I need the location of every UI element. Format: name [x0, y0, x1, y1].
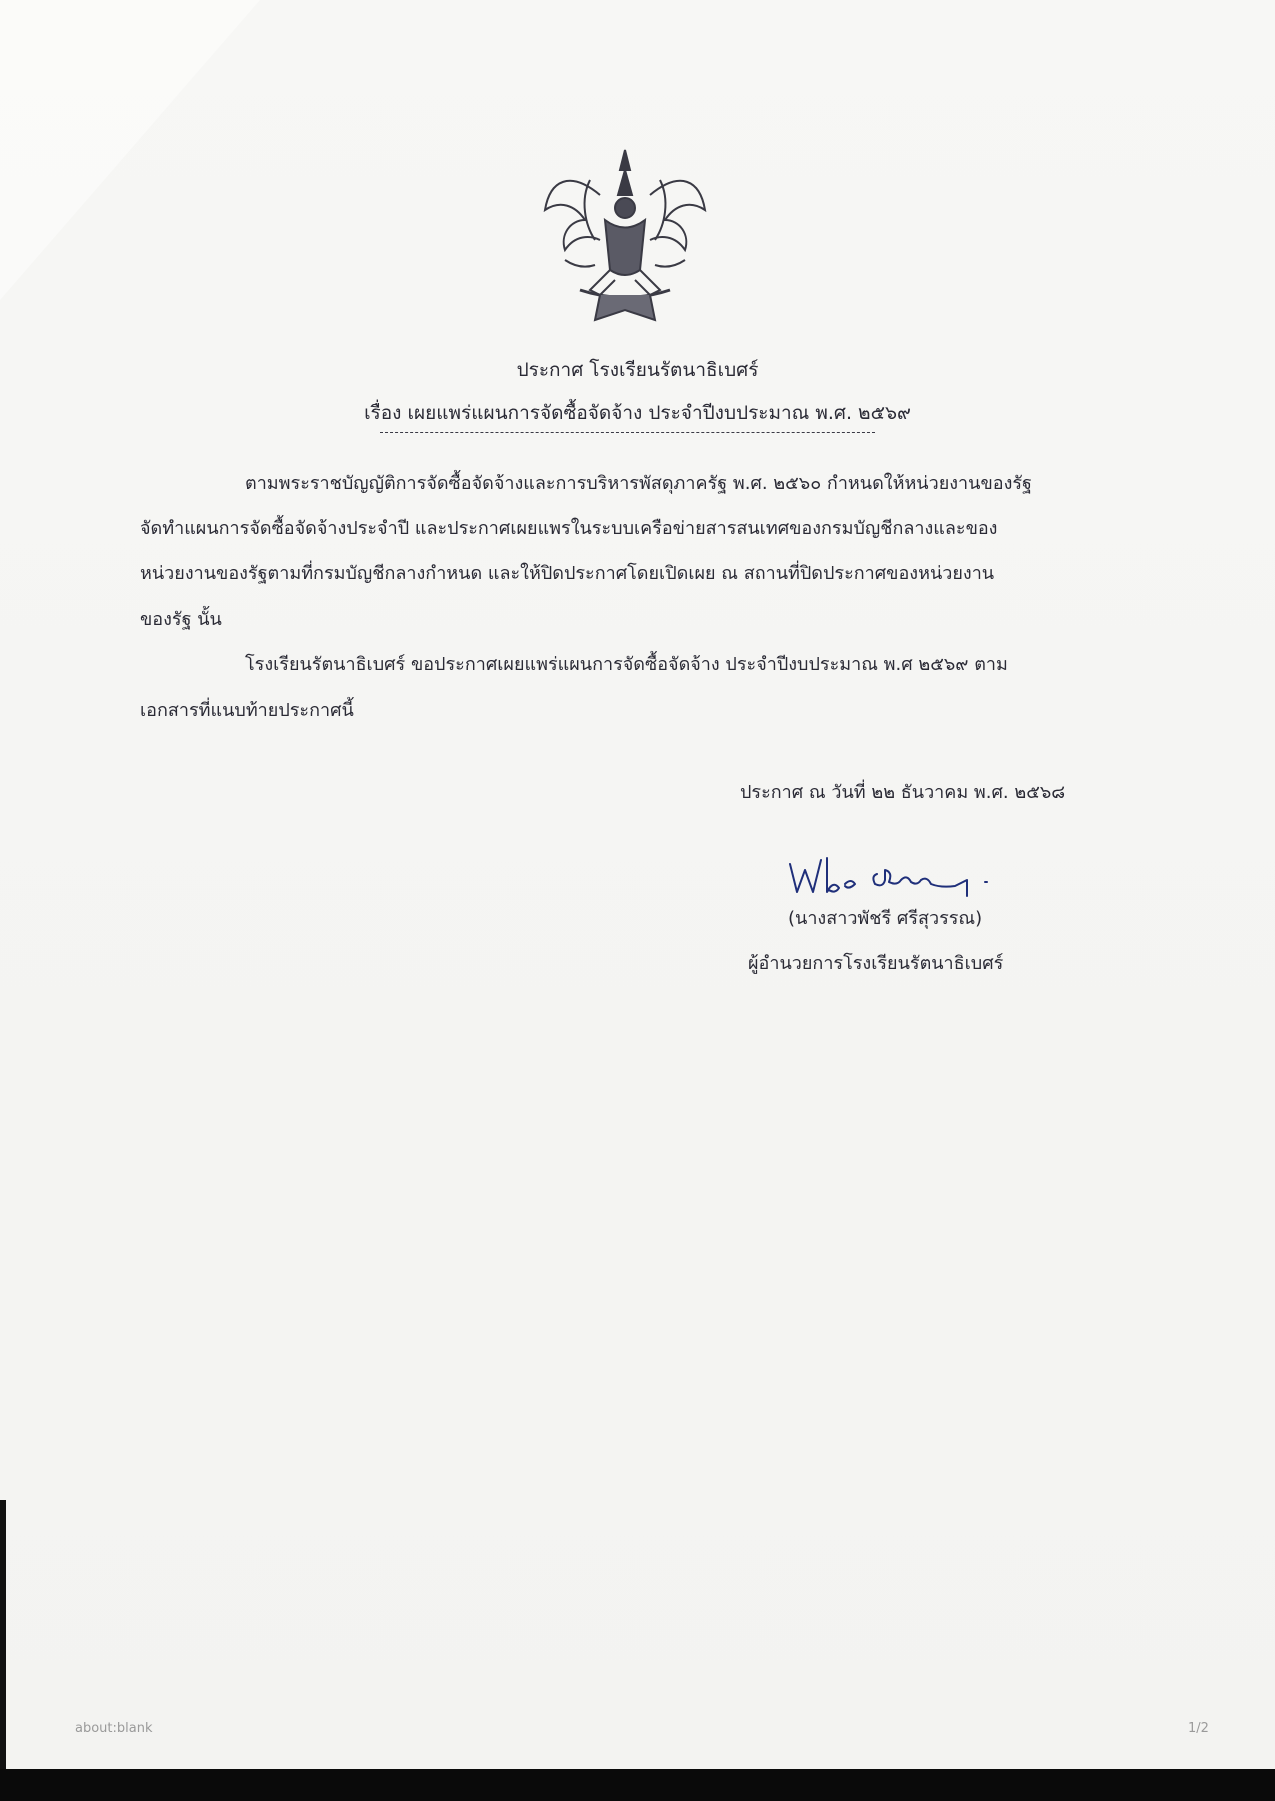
- announcement-subject: เรื่อง เผยแพร่แผนการจัดซื้อจัดจ้าง ประจำปีงบประมาณ พ.ศ. ๒๕๖๙: [364, 402, 911, 424]
- footer-url: about:blank: [75, 1721, 153, 1736]
- scan-edge-shadow: [0, 1500, 6, 1770]
- garuda-emblem-icon: [540, 140, 710, 330]
- page-fold-corner: [0, 0, 260, 300]
- paragraph1-line2: จัดทำแผนการจัดซื้อจัดจ้างประจำปี และประกาศเผยแพรในระบบเครือข่ายสารสนเทศของกรมบัญชีกลางและของ: [140, 518, 998, 539]
- scan-bottom-edge: [0, 1769, 1275, 1801]
- signatory-position: ผู้อำนวยการโรงเรียนรัตนาธิเบศร์: [748, 953, 1004, 974]
- heading-divider: [380, 432, 875, 433]
- paragraph2-line2: เอกสารที่แนบท้ายประกาศนี้: [140, 700, 354, 721]
- date-line: ประกาศ ณ วันที่ ๒๒ ธันวาคม พ.ศ. ๒๕๖๘: [740, 782, 1066, 803]
- paragraph2-line1: โรงเรียนรัตนาธิเบศร์ ขอประกาศเผยแพร่แผนการจัดซื้อจัดจ้าง ประจำปีงบประมาณ พ.ศ ๒๕๖๙ ตาม: [245, 654, 1008, 675]
- signatory-name: (นางสาวพัชรี ศรีสุวรรณ): [788, 908, 983, 929]
- signature-image: [785, 852, 1015, 902]
- footer-page-number: 1/2: [1188, 1721, 1209, 1736]
- paragraph1-line3: หน่วยงานของรัฐตามที่กรมบัญชีกลางกำหนด และให้ปิดประกาศโดยเปิดเผย ณ สถานที่ปิดประกาศของหน่วยงาน: [140, 563, 995, 584]
- paragraph1-line1: ตามพระราชบัญญัติการจัดซื้อจัดจ้างและการบริหารพัสดุภาครัฐ พ.ศ. ๒๕๖๐ กำหนดให้หน่วยงานของรัฐ: [245, 473, 1032, 494]
- announcement-heading: ประกาศ โรงเรียนรัตนาธิเบศร์: [516, 359, 759, 381]
- paragraph1-line4: ของรัฐ นั้น: [140, 609, 222, 630]
